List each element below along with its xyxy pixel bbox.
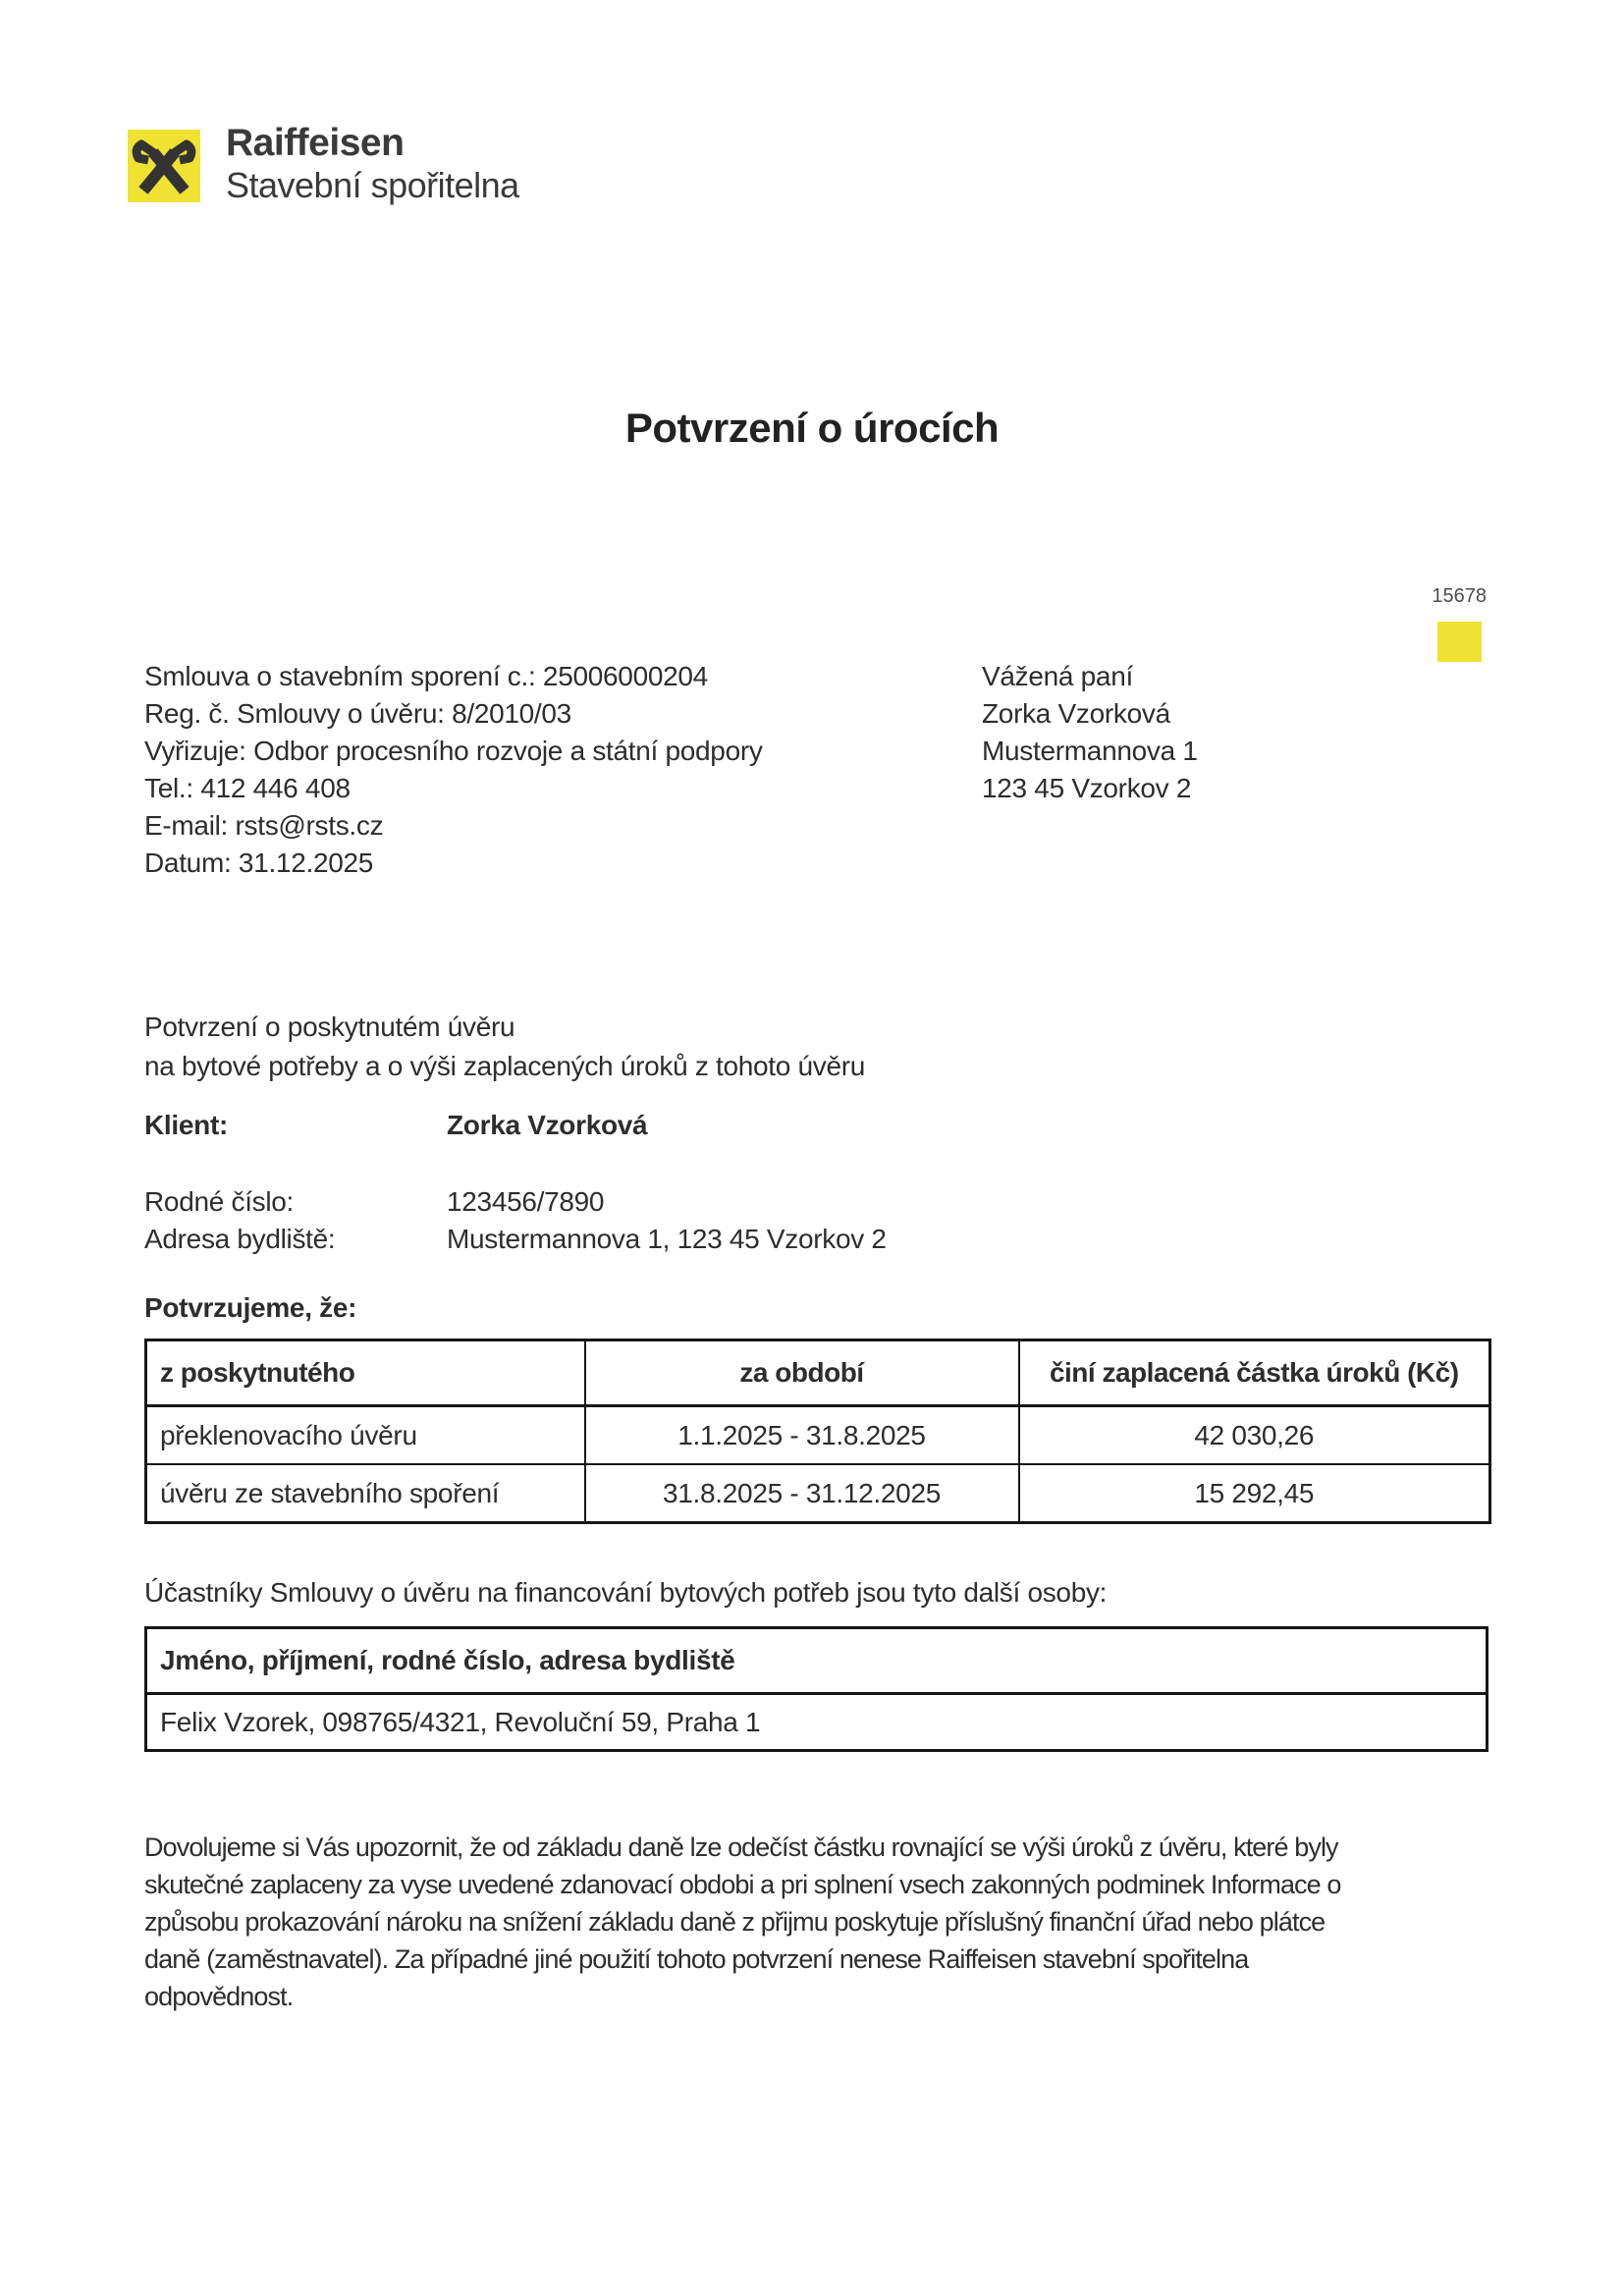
reference-number: 15678	[1432, 585, 1487, 607]
address-value: Mustermannova 1, 123 45 Vzorkov 2	[447, 1224, 887, 1254]
disclaimer-line: daně (zaměstnavatel). Za případné jiné použití tohoto potvrzení nenese Raiffeisen stavební spořitelna	[144, 1944, 1249, 1974]
loan-type-cell: překlenovacího úvěru	[146, 1406, 585, 1465]
participants-table	[144, 1626, 1489, 1752]
address-row	[144, 1224, 887, 1255]
recipient-line: Mustermannova 1	[982, 736, 1198, 766]
participants-header-row	[146, 1628, 1488, 1694]
gable-cross-icon	[128, 130, 200, 202]
participant-cell: Felix Vzorek, 098765/4321, Revoluční 59, Praha 1	[160, 1706, 761, 1737]
disclaimer-line: způsobu prokazování nároku na snížení základu daně z přijmu poskytuje příslušný finanční úřad nebo plátce	[144, 1907, 1326, 1937]
brand-name: Raiffeisen	[226, 122, 405, 164]
interest-table	[144, 1339, 1491, 1524]
subject-line: na bytové potřeby a o výši zaplacených úroků z tohoto úvěru	[144, 1051, 866, 1081]
period-cell: 31.8.2025 - 31.12.2025	[585, 1464, 1019, 1523]
column-header: činí zaplacená částka úroků (Kč)	[1019, 1340, 1490, 1406]
recipient-line: 123 45 Vzorkov 2	[982, 773, 1192, 803]
meta-line: Datum: 31.12.2025	[144, 847, 374, 878]
meta-line: E-mail: rsts@rsts.cz	[144, 810, 384, 841]
column-header: za období	[585, 1340, 1019, 1406]
recipient-line: Zorka Vzorková	[982, 698, 1170, 729]
meta-line: Tel.: 412 446 408	[144, 773, 351, 803]
subject-line: Potvrzení o poskytnutém úvěru	[144, 1011, 515, 1042]
table-row	[146, 1406, 1490, 1465]
meta-line: Vyřizuje: Odbor procesního rozvoje a státní podpory	[144, 736, 763, 766]
address-label: Adresa bydliště:	[144, 1224, 336, 1254]
recipient-line: Vážená paní	[982, 661, 1133, 691]
amount-cell: 42 030,26	[1019, 1406, 1490, 1465]
yellow-marker	[1437, 622, 1482, 662]
page-title: Potvrzení o úrocích	[624, 405, 1000, 451]
client-name: Zorka Vzorková	[447, 1110, 648, 1140]
confirm-heading: Potvrzujeme, že:	[144, 1292, 357, 1323]
disclaimer-line: Dovolujeme si Vás upozornit, že od základu daně lze odečíst částku rovnající se výši úroků z úvěru, které byly	[144, 1832, 1338, 1862]
table-row	[146, 1464, 1490, 1523]
document-subject	[144, 1008, 865, 1086]
brand-subtitle: Stavební spořitelna	[226, 165, 519, 205]
birth-number-value: 123456/7890	[447, 1186, 605, 1217]
column-header: Jméno, příjmení, rodné číslo, adresa bydliště	[146, 1628, 1488, 1694]
meta-line: Reg. č. Smlouvy o úvěru: 8/2010/03	[144, 698, 571, 729]
recipient-address	[982, 658, 1198, 807]
loan-type-cell: úvěru ze stavebního spoření	[146, 1464, 585, 1523]
disclaimer-line: skutečné zaplaceny za vyse uvedené zdanovací obdobi a pri splnení vsech zakonných podminek Informace o	[144, 1870, 1341, 1899]
column-header: z poskytnutého	[146, 1340, 585, 1406]
meta-line: Smlouva o stavebním sporení c.: 25006000204	[144, 661, 708, 691]
disclaimer-line: odpovědnost.	[144, 1982, 294, 2011]
client-label: Klient:	[144, 1110, 229, 1140]
raiffeisen-logo	[128, 130, 200, 202]
birth-number-row	[144, 1186, 605, 1218]
amount-cell: 15 292,45	[1019, 1464, 1490, 1523]
disclaimer-paragraph	[144, 1829, 1341, 2015]
sender-info	[144, 658, 763, 882]
interest-table-header-row	[146, 1340, 1490, 1406]
client-row	[144, 1110, 648, 1141]
table-row	[146, 1694, 1488, 1751]
period-cell: 1.1.2025 - 31.8.2025	[585, 1406, 1019, 1465]
birth-number-label: Rodné číslo:	[144, 1186, 295, 1217]
participants-intro: Účastníky Smlouvy o úvěru na financování bytových potřeb jsou tyto další osoby:	[144, 1577, 1108, 1608]
